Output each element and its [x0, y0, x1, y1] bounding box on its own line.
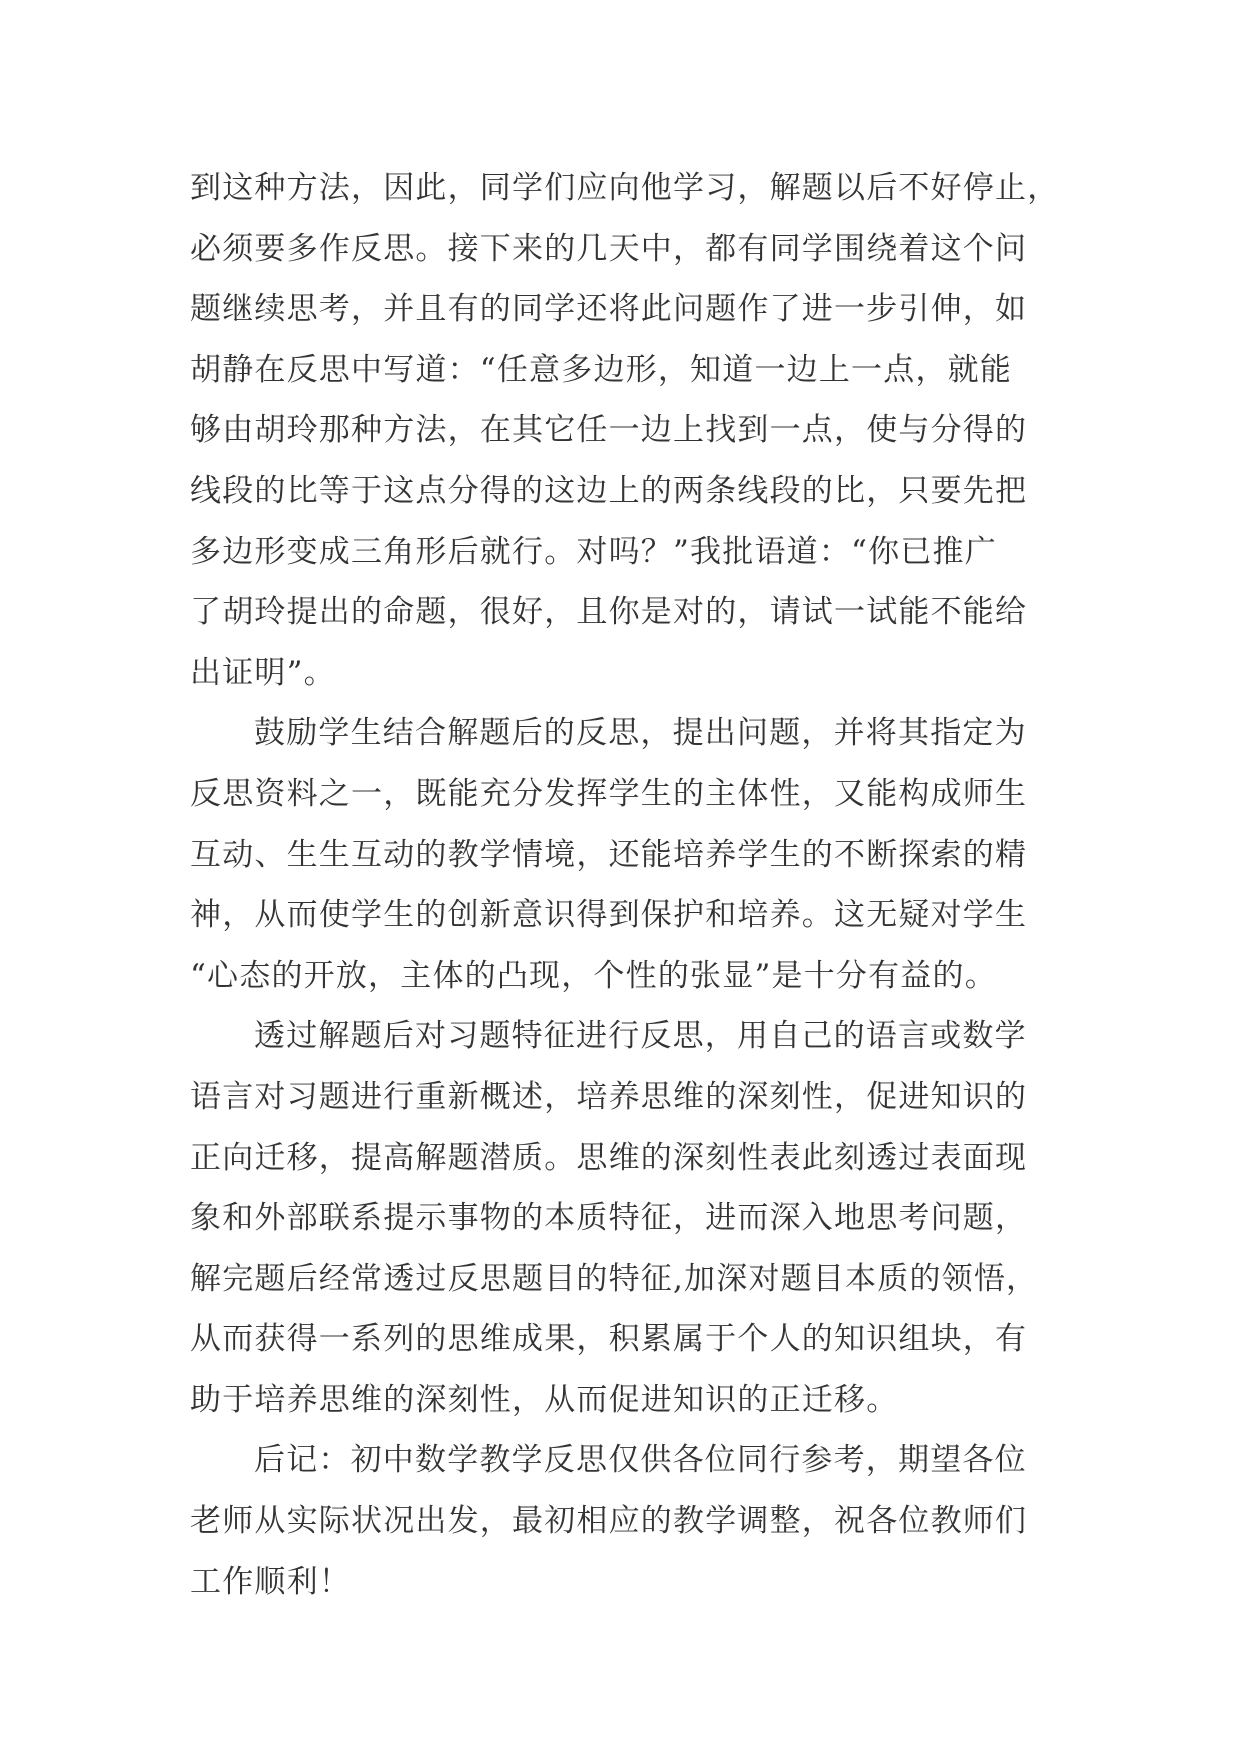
text-line: 后记：初中数学教学反思仅供各位同行参考，期望各位 — [254, 1442, 1027, 1479]
text-line: 鼓励学生结合解题后的反思，提出问题，并将其指定为 — [254, 715, 1027, 752]
text-line: 解完题后经常透过反思题目的特征,加深对题目本质的领悟， — [190, 1260, 1039, 1297]
paragraph-1 — [190, 158, 1070, 703]
text-line: 了胡玲提出的命题，很好，且你是对的，请试一试能不能给 — [190, 594, 1028, 631]
text-line: 从而获得一系列的思维成果，积累属于个人的知识组块，有 — [190, 1321, 1028, 1358]
paragraph-2 — [190, 703, 1070, 1006]
text-line: 出证明”。 — [190, 654, 336, 691]
text-line: 多边形变成三角形后就行。对吗？”我批语道：“你已推广 — [190, 533, 997, 570]
text-line: 象和外部联系提示事物的本质特征，进而深入地思考问题， — [190, 1200, 1028, 1237]
text-line: 必须要多作反思。接下来的几天中，都有同学围绕着这个问 — [190, 230, 1028, 267]
text-line: 线段的比等于这点分得的这边上的两条线段的比，只要先把 — [190, 472, 1028, 509]
paragraph-3 — [190, 1006, 1070, 1430]
text-line: 互动、生生互动的教学情境，还能培养学生的不断探索的精 — [190, 836, 1028, 873]
text-line: 老师从实际状况出发，最初相应的教学调整，祝各位教师们 — [190, 1503, 1028, 1540]
text-line: 到这种方法，因此，同学们应向他学习，解题以后不好停止， — [190, 170, 1060, 206]
text-line: 工作顺利！ — [190, 1563, 351, 1600]
document-body — [190, 158, 1070, 1612]
text-line: 够由胡玲那种方法，在其它任一边上找到一点，使与分得的 — [190, 412, 1028, 449]
text-line: 助于培养思维的深刻性，从而促进知识的正迁移。 — [190, 1381, 899, 1418]
text-line: “心态的开放，主体的凸现，个性的张显”是十分有益的。 — [190, 957, 997, 994]
text-line: 语言对习题进行重新概述，培养思维的深刻性，促进知识的 — [190, 1078, 1028, 1115]
paragraph-4-afterword — [190, 1430, 1070, 1612]
text-line: 反思资料之一，既能充分发挥学生的主体性，又能构成师生 — [190, 775, 1028, 812]
text-line: 透过解题后对习题特征进行反思，用自己的语言或数学 — [254, 1018, 1027, 1055]
text-line: 胡静在反思中写道：“任意多边形，知道一边上一点，就能 — [190, 351, 1013, 388]
text-line: 题继续思考，并且有的同学还将此问题作了进一步引伸，如 — [190, 291, 1028, 328]
text-line: 正向迁移，提高解题潜质。思维的深刻性表此刻透过表面现 — [190, 1139, 1028, 1176]
text-line: 神，从而使学生的创新意识得到保护和培养。这无疑对学生 — [190, 897, 1028, 934]
